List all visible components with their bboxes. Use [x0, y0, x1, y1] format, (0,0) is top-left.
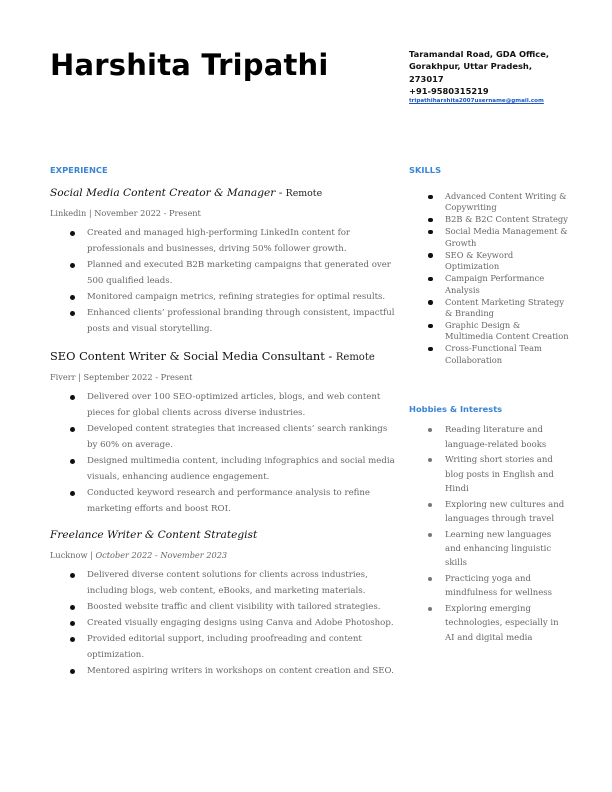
- hobby-item: Writing short stories and blog posts in English and Hindi: [409, 453, 569, 496]
- separator: -: [324, 349, 336, 363]
- hobby-item: Exploring new cultures and languages through travel: [409, 498, 569, 527]
- candidate-name: Harshita Tripathi: [50, 48, 329, 82]
- bullet: Planned and executed B2B marketing campaigns that generated over 500 qualified leads.: [50, 257, 400, 289]
- skills-heading: SKILLS: [409, 165, 442, 175]
- skill-item: Graphic Design & Multimedia Content Creation: [409, 320, 569, 343]
- skill-item: Cross-Functional Team Collaboration: [409, 343, 569, 366]
- bullet: Provided editorial support, including proofreading and content optimization.: [50, 631, 400, 663]
- hobby-item: Learning new languages and enhancing linguistic skills: [409, 528, 569, 571]
- skill-item: SEO & Keyword Optimization: [409, 250, 569, 273]
- skill-item: Social Media Management & Growth: [409, 226, 569, 249]
- job-title: [50, 349, 400, 363]
- job-title: [50, 529, 400, 541]
- hobby-item: Practicing yoga and mindfulness for wellness: [409, 572, 569, 601]
- phone: +91-9580315219: [409, 85, 489, 96]
- job-dates: October 2022 - November 2023: [95, 550, 228, 560]
- bullet: Created visually engaging designs using Canva and Adobe Photoshop.: [50, 615, 400, 631]
- bullet: Delivered diverse content solutions for clients across industries, including blogs, web content, eBooks, and marketing materials.: [50, 567, 400, 599]
- bullet: Mentored aspiring writers in workshops on content creation and SEO.: [50, 663, 400, 679]
- skill-item: Content Marketing Strategy & Branding: [409, 297, 569, 320]
- skills-list: [409, 191, 569, 366]
- work-mode: Remote: [335, 352, 375, 363]
- job-title-text: Freelance Writer & Content Strategist: [50, 529, 258, 541]
- bullet: Enhanced clients’ professional branding through consistent, impactful posts and visual storytelling.: [50, 305, 400, 337]
- experience-heading: EXPERIENCE: [50, 165, 108, 175]
- job-meta: [50, 550, 400, 560]
- email-link[interactable]: tripathiharshita2007username@gmail.com: [409, 98, 544, 105]
- skill-item: B2B & B2C Content Strategy: [409, 214, 569, 225]
- separator: -: [275, 187, 286, 199]
- bullet: Developed content strategies that increased clients’ search rankings by 60% on average.: [50, 421, 400, 453]
- hobby-item: Exploring emerging technologies, especially in AI and digital media: [409, 602, 569, 645]
- job-bullets: [50, 225, 400, 337]
- contact-block: [409, 48, 549, 106]
- job-bullets: [50, 389, 400, 517]
- job-meta: Fiverr | September 2022 - Present: [50, 372, 193, 382]
- job-meta: Linkedin | November 2022 - Present: [50, 208, 201, 218]
- bullet: Created and managed high-performing LinkedIn content for professionals and businesses, driving 50% follower growth.: [50, 225, 400, 257]
- bullet: Conducted keyword research and performance analysis to refine marketing efforts and boost ROI.: [50, 485, 400, 517]
- address-line-2: Gorakhpur, Uttar Pradesh,: [409, 61, 532, 72]
- hobbies-heading: Hobbies & Interests: [409, 404, 503, 415]
- hobbies-list: [409, 423, 569, 645]
- skill-item: Campaign Performance Analysis: [409, 273, 569, 296]
- skill-item: Advanced Content Writing & Copywriting: [409, 191, 569, 214]
- pin-code: 273017: [409, 73, 444, 84]
- bullet: Monitored campaign metrics, refining strategies for optimal results.: [50, 289, 400, 305]
- bullet: Designed multimedia content, including infographics and social media visuals, enhancing audience engagement.: [50, 453, 400, 485]
- hobby-item: Reading literature and language-related books: [409, 423, 569, 452]
- bullet: Delivered over 100 SEO-optimized articles, blogs, and web content pieces for global clients across diverse industries.: [50, 389, 400, 421]
- bullet: Boosted website traffic and client visibility with tailored strategies.: [50, 599, 400, 615]
- job-title: [50, 187, 400, 199]
- work-mode: Remote: [285, 188, 323, 199]
- sidebar: [409, 165, 569, 646]
- job-bullets: [50, 567, 400, 679]
- job-title-text: SEO Content Writer & Social Media Consultant: [50, 349, 325, 363]
- address-line-1: Taramandal Road, GDA Office,: [409, 49, 549, 59]
- job-location: Lucknow |: [50, 550, 96, 560]
- experience-section: [50, 165, 400, 679]
- job-title-text: Social Media Content Creator & Manager: [50, 187, 276, 199]
